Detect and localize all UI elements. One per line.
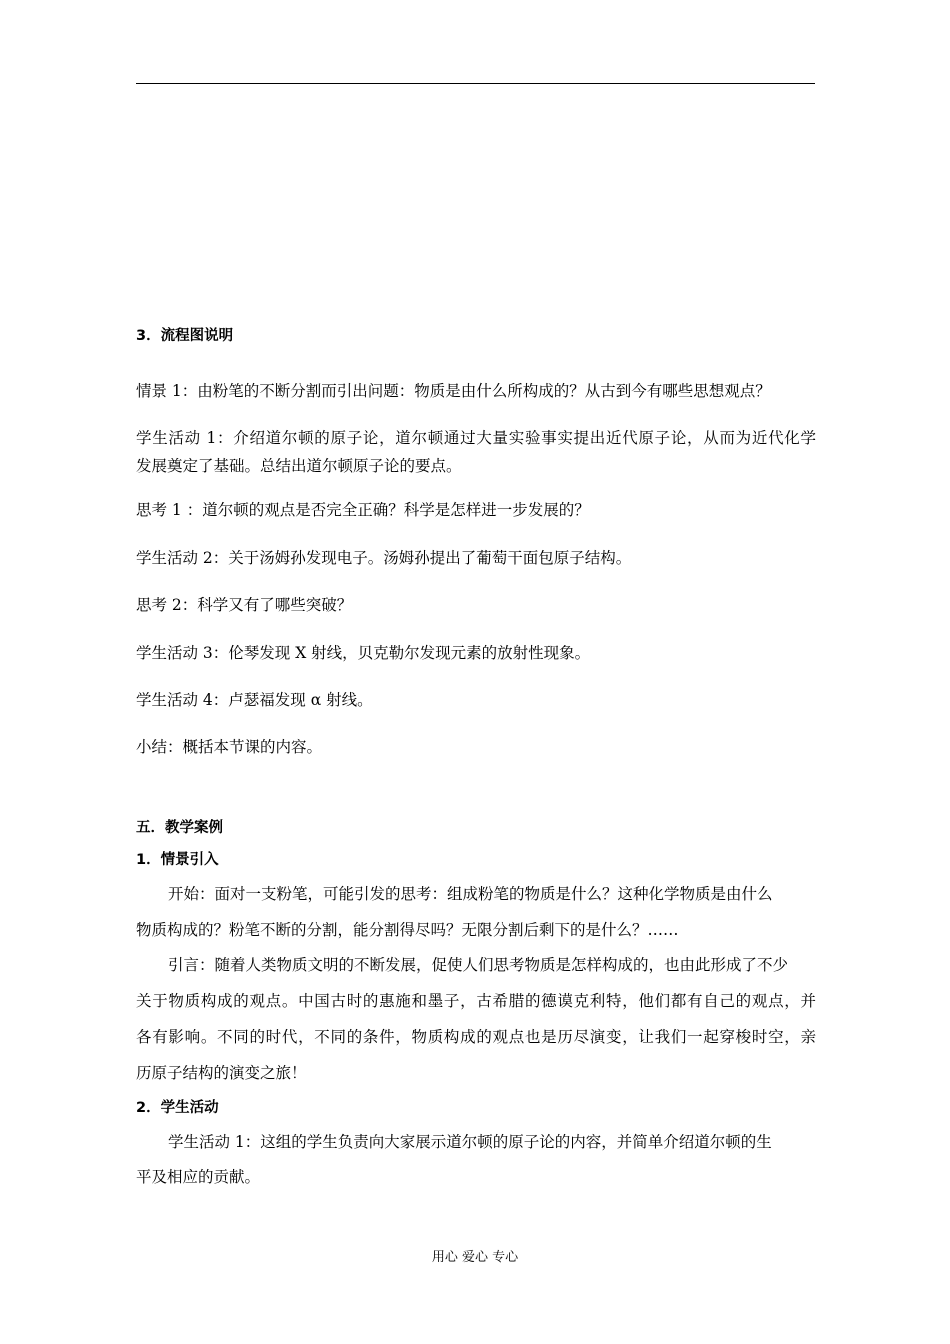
paragraph-line: 学生活动 3：伦琴发现 X 射线，贝克勒尔发现元素的放射性现象。	[136, 644, 591, 662]
paragraph-line: 思考 1 ：道尔顿的观点是否完全正确？科学是怎样进一步发展的？	[136, 501, 590, 519]
paragraph-line: 学生活动 1：这组的学生负责向大家展示道尔顿的原子论的内容，并简单介绍道尔顿的生	[168, 1133, 772, 1151]
header-rule	[136, 83, 815, 84]
paragraph-line: 小结：概括本节课的内容。	[136, 738, 323, 756]
paragraph-line: 情景 1：由粉笔的不断分割而引出问题：物质是由什么所构成的？从古到今有哪些思想观点？	[136, 382, 771, 400]
paragraph-line: 各有影响。不同的时代，不同的条件，物质构成的观点也是历尽演变，让我们一起穿梭时空，亲	[136, 1028, 816, 1046]
paragraph-line: 引言：随着人类物质文明的不断发展，促使人们思考物质是怎样构成的，也由此形成了不少	[168, 956, 789, 974]
paragraph-line: 学生活动 1：介绍道尔顿的原子论，道尔顿通过大量实验事实提出近代原子论，从而为近代化学	[136, 429, 816, 447]
paragraph-line: 开始：面对一支粉笔，可能引发的思考：组成粉笔的物质是什么？这种化学物质是由什么	[168, 885, 773, 903]
page-footer: 用心 爱心 专心	[431, 1250, 519, 1265]
paragraph-line: 历原子结构的演变之旅！	[136, 1064, 307, 1082]
section-heading-teaching-case: 五．教学案例	[136, 820, 223, 836]
paragraph-line: 平及相应的贡献。	[136, 1168, 261, 1186]
paragraph-line: 物质构成的？粉笔不断的分割，能分割得尽吗？无限分割后剩下的是什么？……	[136, 921, 679, 939]
paragraph-line: 学生活动 2：关于汤姆孙发现电子。汤姆孙提出了葡萄干面包原子结构。	[136, 549, 632, 567]
subsection-heading-student-activity: 2．学生活动	[136, 1100, 219, 1116]
section-heading-flowchart: 3．流程图说明	[136, 328, 234, 344]
paragraph-line: 关于物质构成的观点。中国古时的惠施和墨子，古希腊的德谟克利特，他们都有自己的观点，并	[136, 992, 816, 1010]
paragraph-line: 学生活动 4：卢瑟福发现 α 射线。	[136, 691, 373, 709]
paragraph-line: 思考 2：科学又有了哪些突破？	[136, 596, 353, 614]
subsection-heading-scene-intro: 1．情景引入	[136, 852, 219, 868]
paragraph-line: 发展奠定了基础。总结出道尔顿原子论的要点。	[136, 457, 462, 475]
